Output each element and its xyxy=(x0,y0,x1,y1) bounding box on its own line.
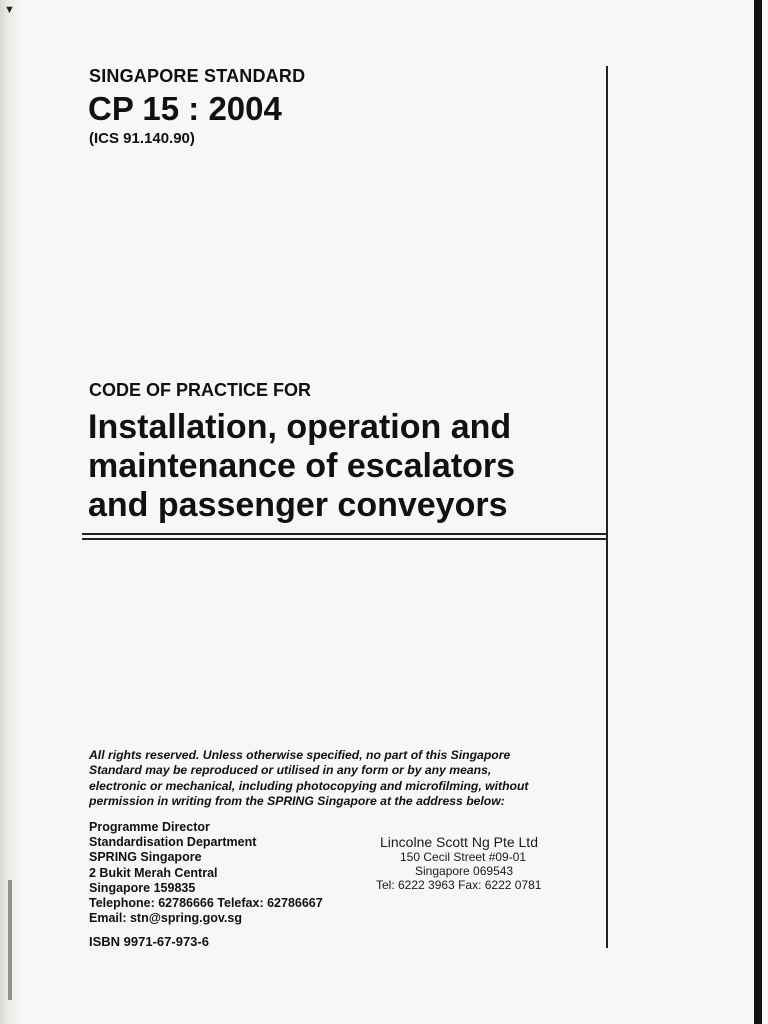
title-line: maintenance of escalators xyxy=(88,447,516,485)
address-line: 2 Bukit Merah Central xyxy=(89,865,218,880)
title-rule-top xyxy=(82,533,608,535)
stamp-name: Lincolne Scott Ng Pte Ltd xyxy=(380,834,538,850)
stamp-line: Tel: 6222 3963 Fax: 6222 0781 xyxy=(376,878,542,892)
address-block xyxy=(89,820,323,926)
company-stamp xyxy=(376,834,566,892)
rights-line: Standard may be reproduced or utilised in any form or by any means, xyxy=(89,763,492,778)
address-line: Singapore 159835 xyxy=(89,880,196,895)
title-line: Installation, operation and xyxy=(88,408,512,446)
standard-code: CP 15 : 2004 xyxy=(88,90,282,127)
scan-edge-mark xyxy=(8,880,12,1000)
stamp-line: 150 Cecil Street #09-01 xyxy=(400,850,527,864)
title-rule-bottom xyxy=(82,538,608,540)
address-line: Email: stn@spring.gov.sg xyxy=(89,911,242,926)
isbn: ISBN 9971-67-973-6 xyxy=(89,934,209,949)
scan-left-edge xyxy=(0,0,22,1024)
address-line: Standardisation Department xyxy=(89,835,257,850)
title-line: and passenger conveyors xyxy=(88,486,508,524)
rights-line: permission in writing from the SPRING Singapore at the address below: xyxy=(89,794,505,809)
rights-line: All rights reserved. Unless otherwise specified, no part of this Singapore xyxy=(89,748,511,762)
stamp-line: Singapore 069543 xyxy=(415,864,514,878)
code-of-practice-label: CODE OF PRACTICE FOR xyxy=(89,380,312,400)
address-line: Telephone: 62786666 Telefax: 62786667 xyxy=(89,896,323,911)
standard-label: SINGAPORE STANDARD xyxy=(89,66,306,86)
address-line: SPRING Singapore xyxy=(89,850,202,865)
scan-right-border xyxy=(754,0,762,1024)
address-line: Programme Director xyxy=(89,820,210,834)
document-title xyxy=(88,408,603,525)
corner-mark-icon: ▼ xyxy=(4,4,15,16)
ics-code: (ICS 91.140.90) xyxy=(89,130,195,147)
rights-notice xyxy=(89,748,569,810)
vertical-rule xyxy=(606,66,608,948)
rights-line: electronic or mechanical, including photocopying and microfilming, without xyxy=(89,778,529,793)
